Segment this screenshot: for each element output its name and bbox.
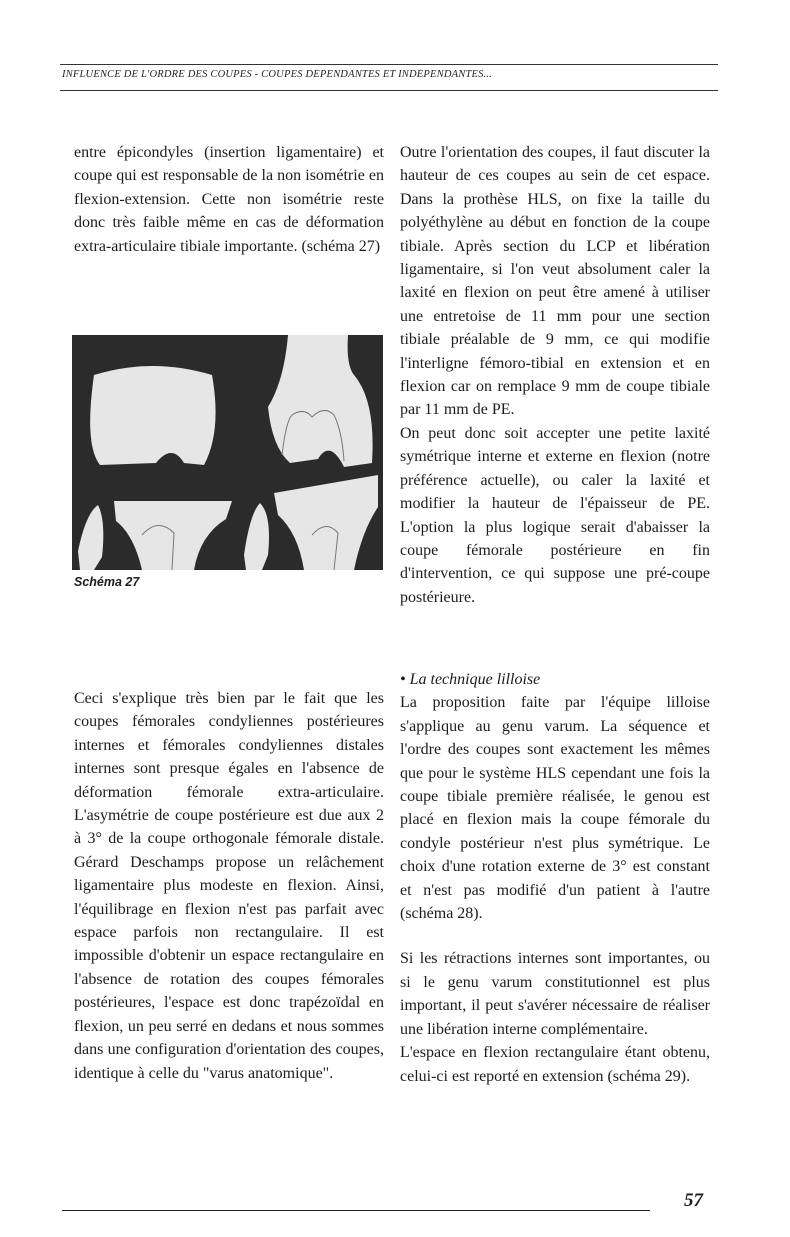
- right-paragraph-3: La proposition faite par l'équipe lilloise s'applique au genu varum. La séquence et l'ordre des coupes sont exactement les mêmes que pour le système HLS cependant une fois la coupe tibiale première réalisée, le genou est placé en flexion mais la coupe fémorale du condyle postérieur n'est plus symétrique. Le choix d'une rotation externe de 3° est constant et n'est pas modifié d'un patient à l'autre (schéma 28).: [400, 694, 710, 923]
- figure-caption: Schéma 27: [74, 575, 140, 589]
- right-paragraph-5: L'espace en flexion rectangulaire étant obtenu, celui-ci est reporté en extension (schéma 29).: [400, 1044, 710, 1085]
- header-rule-top: [60, 64, 718, 65]
- right-paragraph-4: Si les rétractions internes sont importantes, ou si le genu varum constitutionnel est plus important, il peut s'avérer nécessaire de réaliser une libération interne complémentaire.: [400, 950, 710, 1038]
- schema-27-figure: [72, 335, 383, 570]
- right-column: [400, 141, 710, 609]
- left-paragraph-1: entre épicondyles (insertion ligamentaire) et coupe qui est responsable de la non isométrie en flexion-extension. Cette non isométrie reste donc très faible même en cas de déformation extra-articulaire tibiale importante. (schéma 27): [74, 144, 384, 255]
- left-column-top: [74, 141, 384, 258]
- page-number: 57: [684, 1190, 703, 1211]
- right-column-bottom: [400, 668, 710, 1088]
- paragraph-gap: [400, 925, 710, 947]
- header-rule-bottom: [60, 90, 718, 91]
- left-femur: [90, 366, 215, 465]
- running-header: INFLUENCE DE L'ORDRE DES COUPES - COUPES DÉPENDANTES ET INDÉPENDANTES...: [62, 69, 493, 80]
- left-paragraph-2: Ceci s'explique très bien par le fait que les coupes fémorales condyliennes postérieures internes et fémorales condyliennes distales internes sont presque égales en l'absence de déformation fémorale extra-articulaire. L'asymétrie de coupe postérieure est due aux 2 à 3° de la coupe orthogonale fémorale distale. Gérard Deschamps propose un relâchement ligamentaire plus modeste en flexion. Ainsi, l'équilibrage en flexion n'est pas parfait avec espace parfois non rectangulaire. Il est impossible d'obtenir un espace rectangulaire en l'absence de rotation des coupes fémorales postérieures, l'espace est donc trapézoïdal en flexion, un peu serré en dedans et nous sommes dans une configuration d'orientation des coupes, identique à celle du "varus anatomique".: [74, 690, 384, 1082]
- knee-diagram: [72, 335, 383, 570]
- footer-rule: [62, 1210, 650, 1211]
- left-column-bottom: [74, 687, 384, 1085]
- right-paragraph-2: On peut donc soit accepter une petite laxité symétrique interne et externe en flexion (notre préférence actuelle), ou caler la laxité et modifier la hauteur de l'épaisseur de PE. L'option la plus logique serait d'abaisser la coupe fémorale postérieure en fin d'intervention, ce qui suppose une pré-coupe postérieure.: [400, 424, 710, 606]
- section-subheading: • La technique lilloise: [400, 671, 541, 688]
- right-paragraph-1: Outre l'orientation des coupes, il faut discuter la hauteur de ces coupes au sein de cet espace. Dans la prothèse HLS, on fixe la taille du polyéthylène au début en fonction de la coupe tibiale. Après section du LCP et libération ligamentaire, si l'on veut absolument caler la laxité en flexion on peut être amené à utiliser une entretoise de 11 mm pour une section tibiale préalable de 9 mm, ce qui modifie l'interligne fémoro-tibial en extension et en flexion car on remplace 9 mm de coupe tibiale par 11 mm de PE.: [400, 144, 710, 419]
